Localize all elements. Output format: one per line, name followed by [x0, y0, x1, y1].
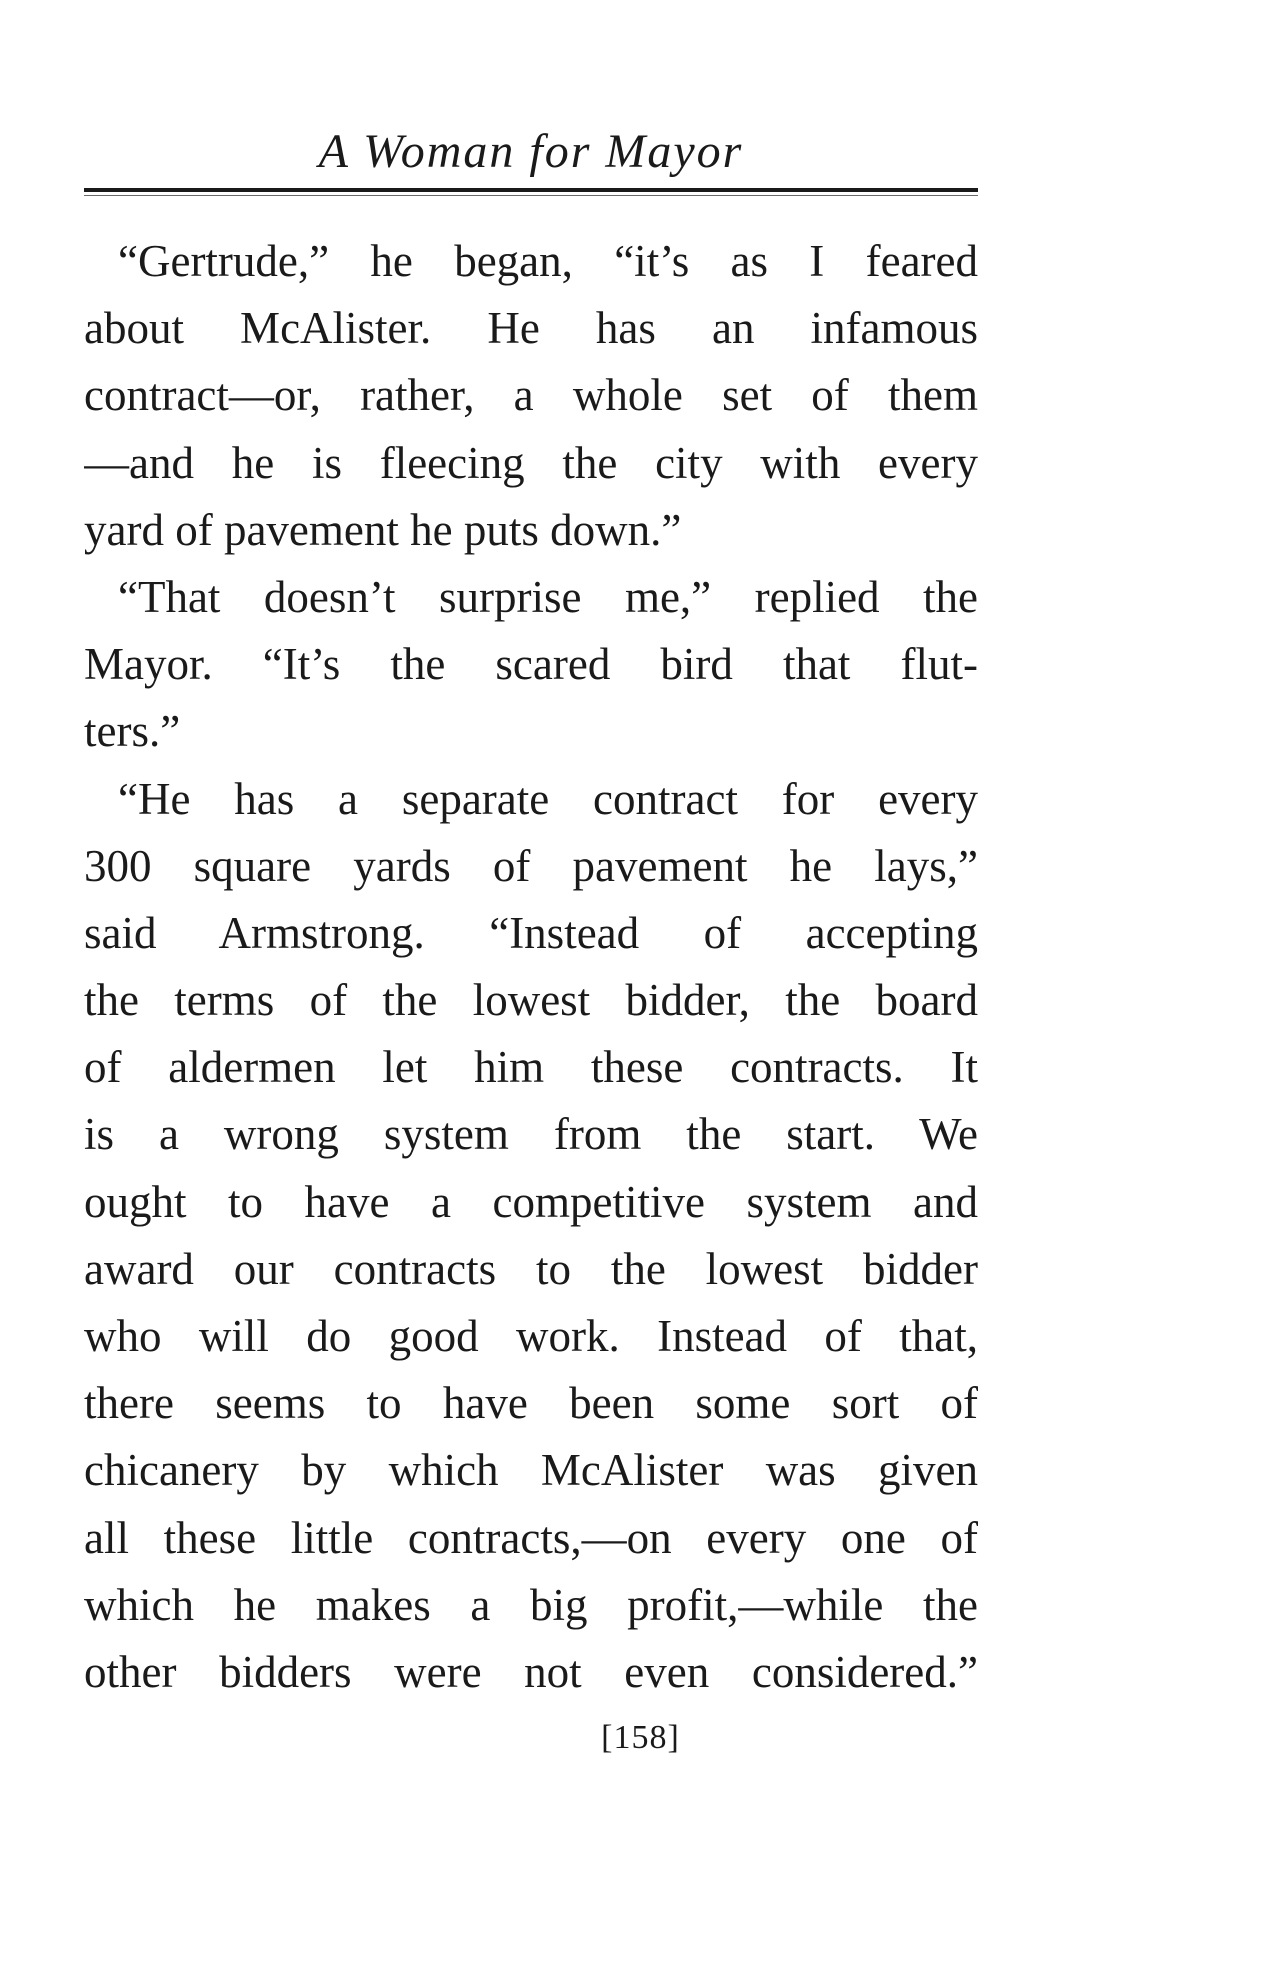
body-text: [84, 228, 978, 1706]
text-line: said Armstrong. “Instead of accepting: [84, 907, 978, 958]
text-line: chicanery by which McAlister was given: [84, 1445, 978, 1496]
page-number: [158]: [601, 1719, 680, 1756]
text-line: Mayor. “It’s the scared bird that flut-: [84, 639, 978, 690]
header-rule: [84, 188, 978, 192]
text-line: “That doesn’t surprise me,” replied the: [118, 571, 978, 622]
text-line: the terms of the lowest bidder, the board: [84, 975, 978, 1026]
text-line: award our contracts to the lowest bidder: [84, 1243, 978, 1294]
header-rule-thin: [84, 195, 978, 196]
text-line: 300 square yards of pavement he lays,”: [84, 840, 978, 891]
text-line: “He has a separate contract for every: [118, 773, 978, 824]
text-line: of aldermen let him these contracts. It: [84, 1042, 978, 1093]
text-line: is a wrong system from the start. We: [84, 1109, 978, 1160]
running-head: A Woman for Mayor: [318, 125, 744, 178]
text-line: there seems to have been some sort of: [84, 1378, 978, 1429]
text-line: all these little contracts,—on every one of: [84, 1512, 978, 1563]
text-line: ters.”: [84, 706, 181, 757]
text-line: yard of pavement he puts down.”: [84, 504, 682, 555]
text-line: —and he is fleecing the city with every: [84, 437, 978, 488]
text-line: “Gertrude,” he began, “it’s as I feared: [118, 236, 978, 286]
text-line: about McAlister. He has an infamous: [84, 303, 978, 354]
text-line: ought to have a competitive system and: [84, 1176, 978, 1227]
text-line: other bidders were not even considered.”: [84, 1646, 978, 1697]
text-line: who will do good work. Instead of that,: [84, 1311, 978, 1361]
text-line: which he makes a big profit,—while the: [84, 1579, 978, 1630]
text-line: contract—or, rather, a whole set of them: [84, 370, 978, 421]
